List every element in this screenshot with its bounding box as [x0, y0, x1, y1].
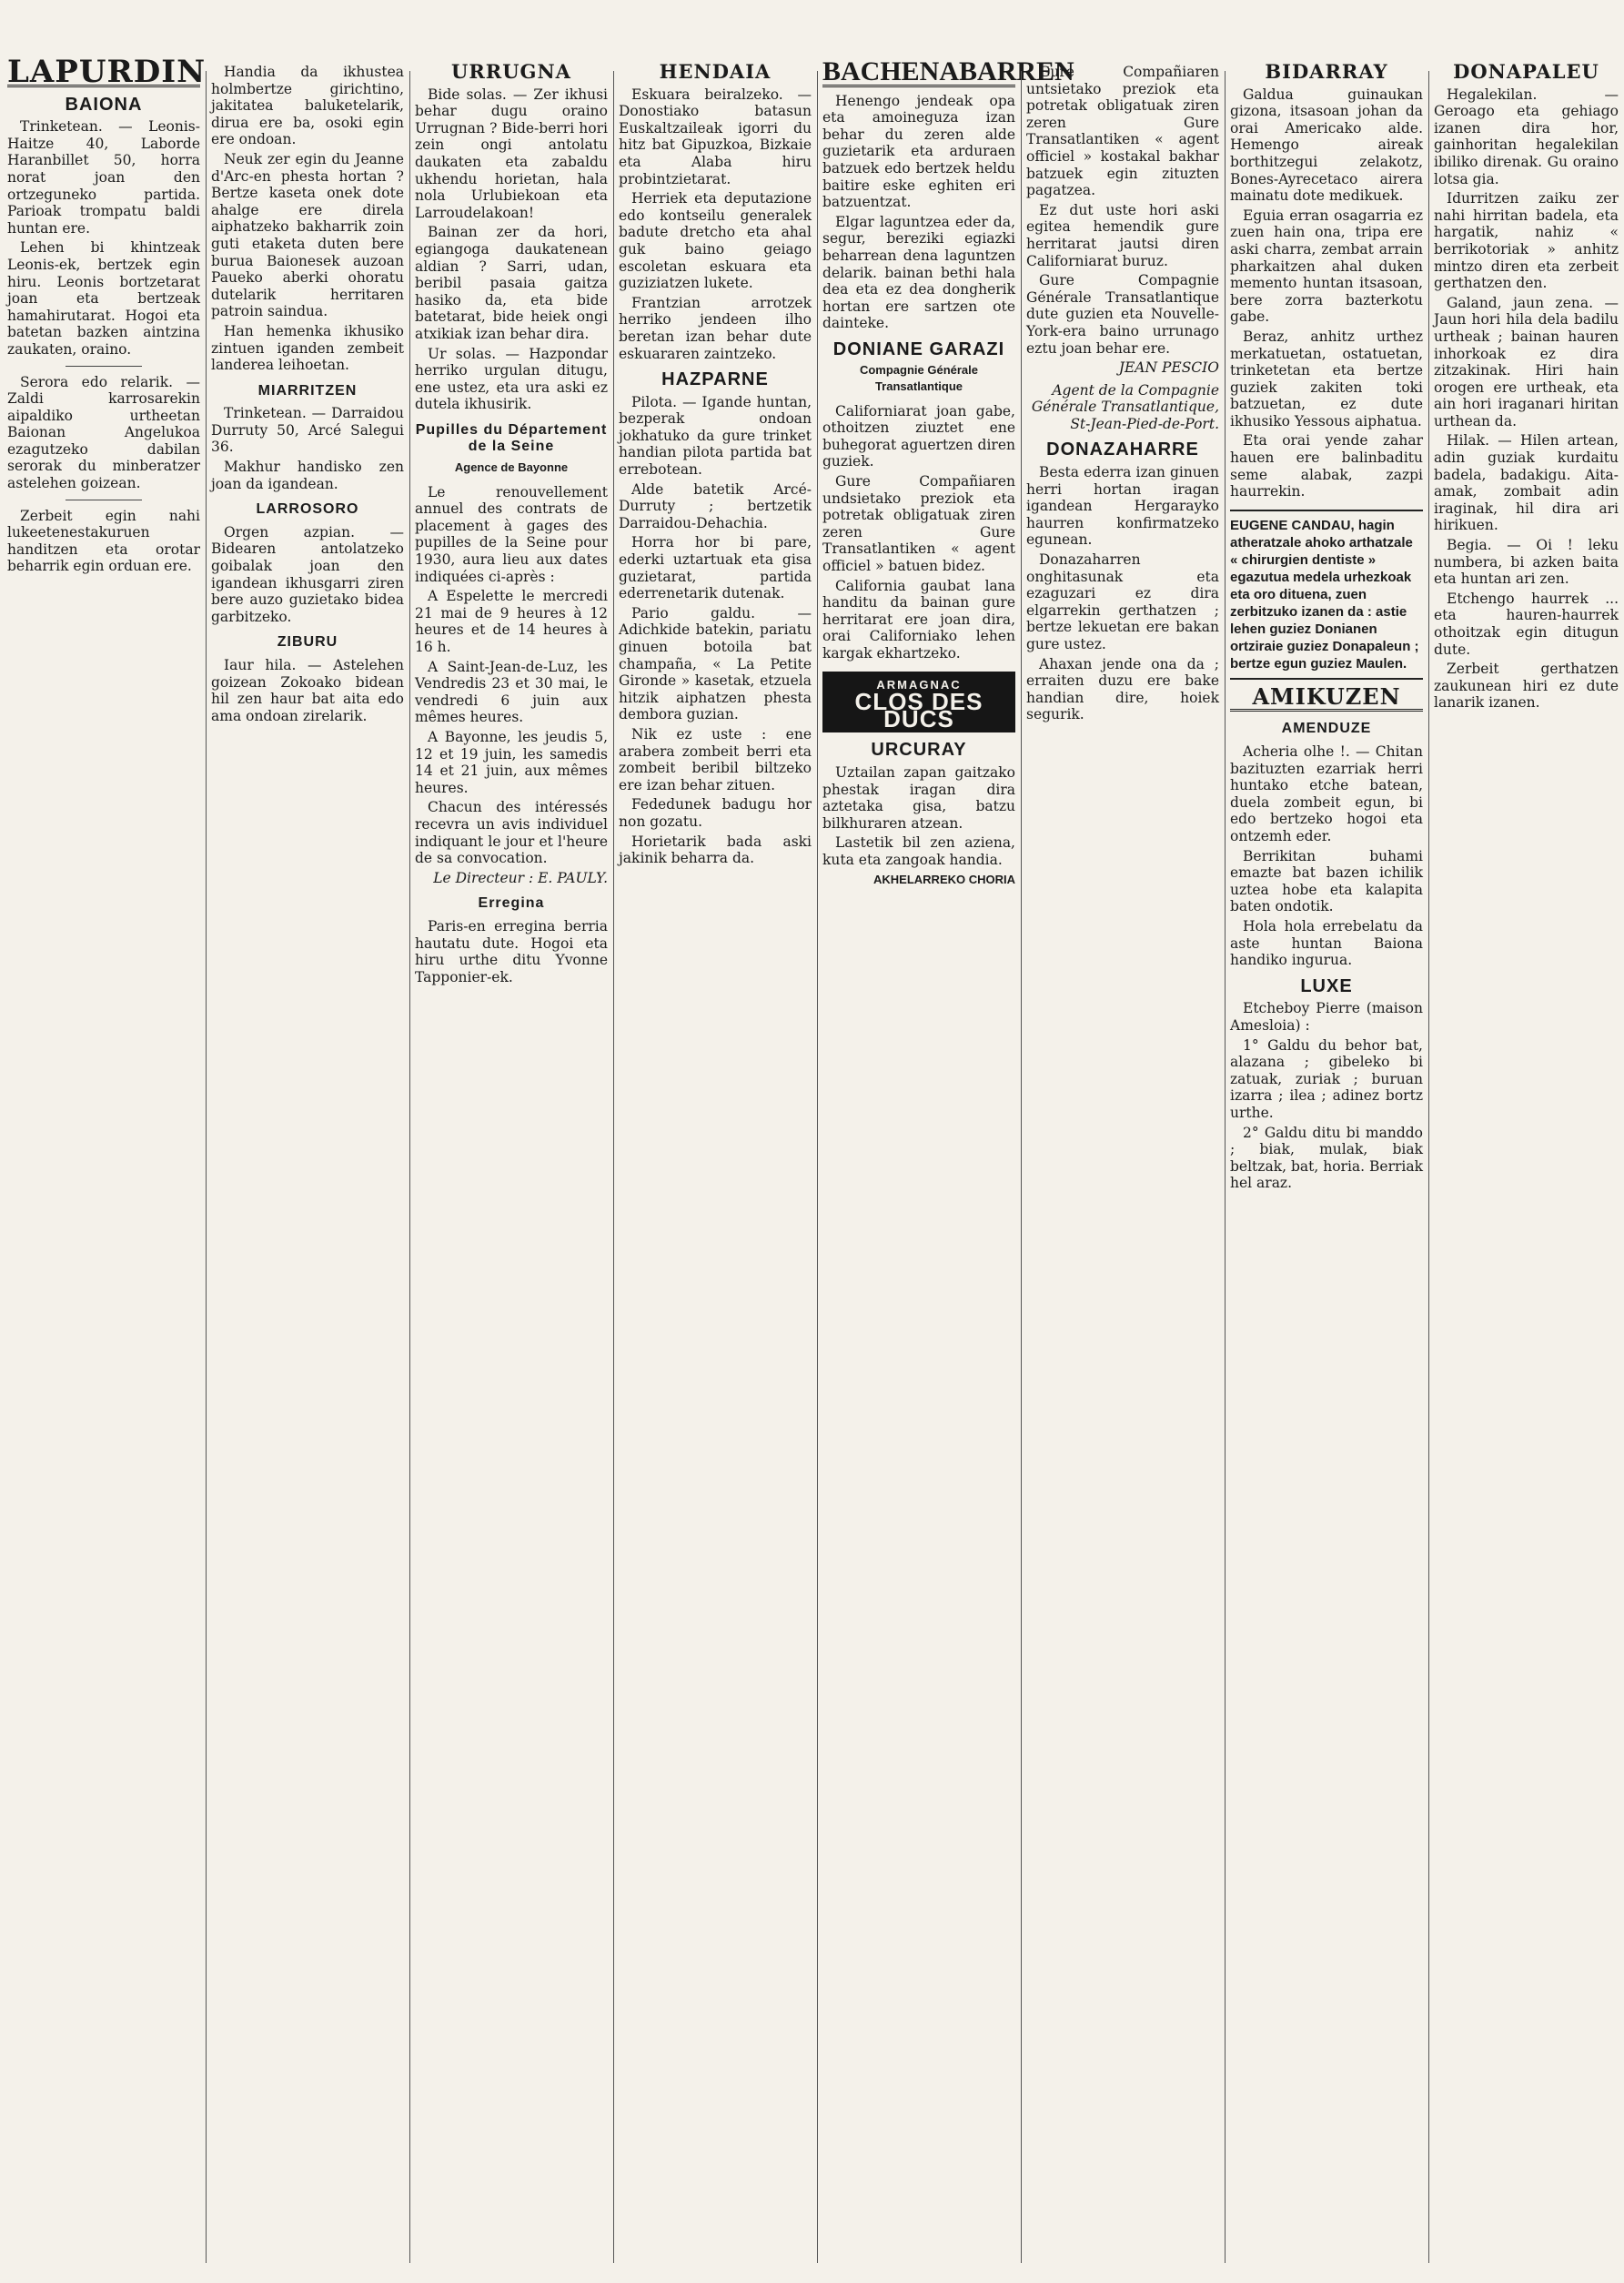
article-paragraph: Eta orai yende zahar hauen ere balinbaditu seme alabak, zazpi haurrekin.: [1230, 432, 1423, 500]
section-baiona: BAIONA: [65, 94, 143, 115]
section-miarritzen: MIARRITZEN: [257, 382, 358, 399]
article-paragraph: Galand, jaun zena. — Jaun hori hila dela badilu urtheak ; bainan hauren inhorkoak ez dira zitzakinak. Hiri hain orogen ere urtheak, eta ain hori iraganari hiritan urthean da.: [1434, 294, 1619, 429]
article-paragraph: A Espelette le mercredi 21 mai de 9 heures à 12 heures et de 14 heures à 16 h.: [415, 588, 608, 655]
notice-eugene-candau: EUGENE CANDAU, hagin atheratzale ahoko arthatzale « chirurgien dentiste » egazutua medela urhezkoak eta oro dituena, zuen zerbitzuko izanen da : astie lehen guziez Donianen ortziraie guziez Donapaleun ; bertze egun guziez Maulen.: [1230, 510, 1423, 680]
column-rule: [409, 71, 410, 2263]
article-paragraph: Idurritzen zaiku zer nahi hirritan badela, eta hargatik, nahiz « berrikotoriak » anhitz mintzo diren eta zerbeit gerthatzen den.: [1434, 190, 1619, 292]
column-2: [211, 64, 404, 2265]
article-paragraph: Horietarik bada aski jakinik beharra da.: [619, 833, 812, 867]
article-paragraph: Orgen azpian. — Bidearen antolatzeko goibalak joan den igandean ikhusgarri ziren bere auzo guzietako bidea garbitzeko.: [211, 523, 404, 625]
masthead-bachenabarren: BACHENABARREN: [822, 56, 1074, 86]
section-amenduze: AMENDUZE: [1281, 721, 1372, 737]
article-paragraph: Bide solas. — Zer ikhusi behar dugu oraino Urrugnan ? Bide-berri hori zein ongi antolatu daukaten eta zabaldu ukhendu horietan, hala nola Urlubiekoan eta Larroudelakoan!: [415, 86, 608, 221]
article-paragraph: Besta ederra izan ginuen herri hortan iragan igandean Hergarayko haurren konfirmatzeko egunean.: [1026, 464, 1219, 549]
separator: [66, 366, 143, 367]
subheading-transatlantique: Compagnie Générale Transatlantique: [859, 362, 979, 394]
masthead-donapaleu: DONAPALEU: [1453, 60, 1599, 83]
section-luxe: LUXE: [1300, 975, 1353, 996]
article-paragraph: Gure Compagnie Générale Transatlantique dute guzien eta Nouvelle-York-era baino urrunago eztu joan behar ere.: [1026, 272, 1219, 357]
article-paragraph: Californiarat joan gabe, othoitzen ziuztet ene buhegorat aguertzen diren guziek.: [822, 402, 1015, 470]
subheading-agence: Agence de Bayonne: [454, 460, 569, 475]
article-paragraph: Gure Compañiaren untsietako preziok eta potretak obligatuak ziren zeren Gure Transatlantiken « agent officiel » kostakal bakhar batzuek egin zituzten pagatzea.: [1026, 64, 1219, 199]
article-paragraph: Serora edo relarik. — Zaldi karrosarekin aipaldiko urtheetan Baionan Angelukoa ezagutzeko dabilan serorak du minberatzer astelehen goizean.: [7, 373, 200, 492]
article-paragraph: California gaubat lana handitu da bainan gure herritarat ere joan dira, orai Californiako lehen kargak ekhartzeko.: [822, 577, 1015, 662]
column-rule: [1021, 71, 1022, 2263]
article-paragraph: Hola hola errebelatu da aste huntan Baiona handiko ingurua.: [1230, 917, 1423, 969]
article-paragraph: Trinketean. — Leonis-Haitze 40, Laborde Haranbillet 50, horra norat joan den ortzeguneko partida. Parioak trompatu baldi huntan ere.: [7, 118, 200, 237]
column-hendaia: [619, 60, 812, 2265]
article-paragraph: Elgar laguntzea eder da, segur, bereziki egiazki beharrean dena laguntzen delarik. bainan bethi hala dea eta ez dea dongherik hortan ere sartzen ote dainteke.: [822, 213, 1015, 332]
article-paragraph: Henengo jendeak opa eta amoineguza izan behar du zeren alde guzietarik eta arduraen batzuek edo bertzek heldu baitire eske eghiten eri batzuentzat.: [822, 92, 1015, 211]
section-doniane-garazi: DONIANE GARAZI: [832, 338, 1005, 359]
column-bidarray: [1230, 60, 1423, 2265]
article-paragraph: Handia da ikhustea holmbertze girichtino, jakitatea baluketelarik, dirua ere ba, osoki egin ere ondoan.: [211, 64, 404, 148]
article-paragraph: Eskuara beiralzeko. — Donostiako batasun Euskaltzaileak igorri du hitz bat Gipuzkoa, Bizkaie eta Alaba hiru probintzietarat.: [619, 86, 812, 187]
article-paragraph: A Saint-Jean-de-Luz, les Vendredis 23 et 30 mai, le vendredi 6 juin aux mêmes heures.: [415, 658, 608, 726]
article-paragraph: Herriek eta deputazione edo kontseilu generalek badute dretcho eta ahal guk baino geiago escoletan eskuara eta guziziatzen lukete.: [619, 190, 812, 292]
article-paragraph: Makhur handisko zen joan da igandean.: [211, 459, 404, 492]
article-paragraph: Gure Compañiaren undsietako preziok eta potretak obligatuak ziren zeren Gure Transatlantiken « agent officiel » batuen bidez.: [822, 473, 1015, 575]
advertisement-armagnac: [822, 672, 1015, 733]
article-paragraph: Fededunek badugu hor non gozatu.: [619, 796, 812, 830]
column-rule: [613, 71, 614, 2263]
masthead-bidarray: BIDARRAY: [1265, 60, 1388, 83]
article-paragraph: Eguia erran osagarria ez zuen hain ona, tripa ere aski charra, zembat arrain pharkaitzen ahal duken memento huntan itsasoan, bere zorra bazterkotu gabe.: [1230, 207, 1423, 326]
article-paragraph: Galdua guinaukan gizona, itsasoan johan da orai Americako alde. Hemengo aireak borthitzegui zelakotz, Bones-Ayrecetaco airera mainatu dote medikuek.: [1230, 86, 1423, 205]
article-paragraph: A Bayonne, les jeudis 5, 12 et 19 juin, les samedis 14 et 21 juin, aux mêmes heures.: [415, 728, 608, 796]
masthead-amikuzen: AMIKUZEN: [1230, 689, 1423, 712]
article-paragraph: Lastetik bil zen aziena, kuta eta zangoak handia.: [822, 834, 1015, 868]
article-paragraph: Etcheboy Pierre (maison Amesloia) :: [1230, 1000, 1423, 1034]
article-paragraph: Chacun des intéressés recevra un avis individuel indiquant le jour et l'heure de sa convocation.: [415, 799, 608, 867]
masthead-hendaia: HENDAIA: [659, 60, 772, 83]
article-paragraph: Pilota. — Igande huntan, bezperak ondoan jokhatuko da gure trinket handian pilota partida bat errebotean.: [619, 393, 812, 479]
column-bachenabarren: [822, 56, 1074, 2265]
column-donapaleu: [1434, 60, 1619, 2265]
signature-name: JEAN PESCIO: [1118, 359, 1219, 377]
section-larrosoro: LARROSORO: [256, 501, 359, 518]
column-rule: [206, 71, 207, 2263]
section-erregina: Erregina: [478, 895, 545, 912]
article-paragraph: Trinketean. — Darraidou Durruty 50, Arcé Salegui 36.: [211, 405, 404, 456]
section-donazaharre: DONAZAHARRE: [1046, 439, 1199, 460]
signature: AKHELARREKO CHORIA: [873, 872, 1015, 886]
column-6: [1026, 64, 1219, 2265]
article-paragraph: Ur solas. — Hazpondar herriko urgulan ditugu, ene ustez, eta ura aski ez dutela ikhusirik.: [415, 345, 608, 413]
column-rule: [1428, 71, 1429, 2263]
article-paragraph: Lehen bi khintzeak Leonis-ek, bertzek egin hiru. Leonis bortzetarat joan eta bertzeak hamahirutarat. Hogoi eta batetan bazken aintzina zaukaten, oraino.: [7, 239, 200, 358]
article-paragraph: Uztailan zapan gaitzako phestak iragan dira aztetaka gisa, batzu bilkhuraren atzean.: [822, 763, 1015, 832]
article-paragraph: Donazaharren onghitasunak eta ezaguzari ez dira elgarrekin gerthatzen ; bertze lekuetan ere bakan gure ustez.: [1026, 551, 1219, 652]
article-paragraph: Horra hor bi pare, ederki uztartuak eta gisa guzietarat, partida ederrenetarik dutenak.: [619, 534, 812, 602]
section-urcuray: URCURAY: [871, 740, 967, 761]
article-paragraph: Berrikitan buhami emazte bat bazen ichilik uztea hobe eta kalapita baten ondotik.: [1230, 847, 1423, 915]
signature-title: Agent de la Compagnie Générale Transatlantique, St-Jean-Pied-de-Port.: [1031, 381, 1219, 432]
article-paragraph: Frantzian arrotzek herriko jendeen ilho beretan izan behar dute eskuararen zaintzeko.: [619, 294, 812, 362]
article-paragraph: Ahaxan jende ona da ; erraiten duzu ere bake handian dire, hoiek segurik.: [1026, 655, 1219, 723]
article-paragraph: Alde batetik Arcé-Durruty ; bertzetik Darraidou-Dehachia.: [619, 480, 812, 531]
masthead-urrugna: URRUGNA: [451, 60, 571, 83]
article-paragraph: Zerbeit egin nahi lukeetenestakuruen handitzen eta orotar beharrik egin orduan ere.: [7, 507, 200, 575]
column-rule: [1225, 71, 1226, 2263]
section-ziburu: ZIBURU: [277, 634, 338, 651]
article-paragraph: Zerbeit gerthatzen zaukunean hiri ez dute lanarik izanen.: [1434, 661, 1619, 712]
article-paragraph: Beraz, anhitz urthez merkatuetan, ostatuetan, trinketetan eta bertze guziek zakiten toki batzuetan, ez dute ikhusiko Yessous aiphatua.: [1230, 328, 1423, 429]
article-paragraph: Ez dut uste hori aski egitea hemendik gure herritarat jautsi diren Californiarat buruz.: [1026, 201, 1219, 269]
column-lapurdin: [7, 54, 207, 2265]
masthead-lapurdin: LAPURDIN: [7, 54, 207, 90]
signature: Le Directeur : E. PAULY.: [433, 869, 608, 886]
section-pupilles: Pupilles du Département de la Seine: [415, 421, 608, 455]
article-paragraph: Neuk zer egin du Jeanne d'Arc-en phesta hortan ? Bertze kaseta onek dote ahalge ere direla aiphatzeko bakharrik zoin guti etaketa duten bere burua Baionesek auzoan Paueko aberki ohoratu dutelarik herritaren patroin saindua.: [211, 150, 404, 320]
article-paragraph: Le renouvellement annuel des contrats de placement à gages des pupilles de la Seine pour 1930, aura lieu aux dates indiquées ci-après :: [415, 483, 608, 585]
article-paragraph: Pario galdu. — Adichkide batekin, pariatu ginuen botoila bat champaña, « La Petite Gironde » kasetak, etzuela hitzik aiphatzen phesta dembora guzian.: [619, 604, 812, 723]
article-paragraph: Nik ez uste : ene arabera zombeit berri eta zombeit beribil biltzeko ere izan behar zituen.: [619, 725, 812, 793]
article-paragraph: Paris-en erregina berria hautatu dute. Hogoi eta hiru urthe ditu Yvonne Tapponier-ek.: [415, 917, 608, 985]
article-paragraph: Hilak. — Hilen artean, adin guziak kurdaitu badela, badakigu. Aita-amak, zombait adin iraginak, hil dira ari hirikuen.: [1434, 432, 1619, 534]
article-paragraph: 1° Galdu du behor bat, alazana ; gibeleko bi zatuak, zuriak ; buruan izarra ; ilea ; adinez bortz urthe.: [1230, 1036, 1423, 1121]
article-paragraph: Hegalekilan. — Geroago eta gehiago izanen dira hor, gainhoritan hegalekilan ibiliko direnak. Gu oraino lotsa gia.: [1434, 86, 1619, 187]
column-urrugna: [415, 60, 608, 2265]
article-paragraph: Bainan zer da hori, egiangoga daukatenean aldian ? Sarri, udan, beribil pasaia gaitza hasiko da, eta bide batetarat, bide heiek ongi atxikiak izan behar dira.: [415, 224, 608, 342]
article-paragraph: 2° Galdu ditu bi manddo ; biak, mulak, biak beltzak, bat, horia. Berriak hel araz.: [1230, 1124, 1423, 1192]
column-rule: [817, 71, 818, 2263]
article-paragraph: Han hemenka ikhusiko zintuen iganden zembeit landerea leihoetan.: [211, 322, 404, 374]
article-paragraph: Etchengo haurrek ... eta hauren-haurrek othoitzak egin ditugun dute.: [1434, 590, 1619, 658]
section-hazparne: HAZPARNE: [661, 369, 769, 390]
ad-line-2: CLOS DES DUCS: [854, 688, 983, 732]
article-paragraph: Acheria olhe !. — Chitan bazituzten ezarriak herri huntako etche batean, duela zombeit egun, bi edo bertzeko hogoi eta ontzemh eder.: [1230, 743, 1423, 844]
article-paragraph: Iaur hila. — Astelehen goizean Zokoako bidean hil zen haur bat aita edo ama ondoan zirelarik.: [211, 657, 404, 724]
article-paragraph: Begia. — Oi ! leku numbera, bi azken baita eta huntan ari zen.: [1434, 537, 1619, 588]
ad-line-1: ARMAGNAC: [876, 677, 962, 692]
